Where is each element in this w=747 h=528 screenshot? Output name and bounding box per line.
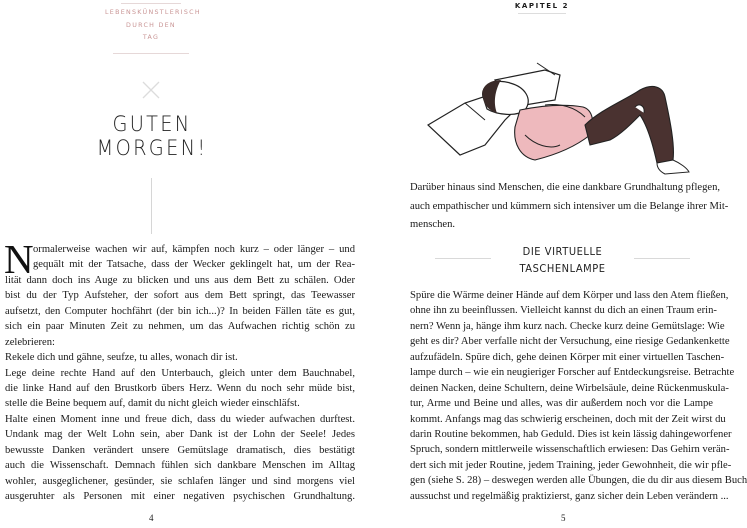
text-line: Lege deine rechte Hand auf den Unterbauch, gleich unter dem Bauchnabel,: [5, 367, 355, 379]
text-line: lität dann doch ins Auge zu blicken und uns aus dem Bett zu schälen. Oder: [5, 274, 355, 286]
divider: [518, 13, 566, 14]
vertical-divider: [151, 178, 152, 234]
running-head-line: LEBENSKÜNSTLERISCH: [105, 9, 201, 16]
text-line: dert sich mit jeder Routine, jedem Training, jeder Gewohnheit, die wir pfle-: [410, 459, 732, 471]
text-line: ausgeruhter als Personen mit einer negativen psychischen Grundhaltung.: [5, 491, 355, 502]
text-line: deinen Nacken, deine Schultern, deine Wirbelsäule, deine Rückenmuskula-: [410, 382, 729, 394]
text-line: tur, Arme und Beine und alles, was dir außerdem noch vor die Lampe: [410, 398, 713, 410]
text-line: Spruch, sondern mittlerweile wissenschaftlich erwiesen: Das Gehirn verän-: [410, 444, 730, 456]
text-line: Rekele dich und gähne, seufze, tu alles, wonach dir ist.: [5, 352, 238, 364]
text-line: aufsetzt, den Computer hochfährt (der bin ich...)? In beiden Fällen täte es gut,: [5, 305, 355, 317]
person-lying-illustration: [425, 35, 700, 175]
text-line: auch die Wissenschaft. Demnach fühlen sich dankbare Menschen im Alltag: [5, 460, 355, 472]
text-line: gequält mit der Tatsache, dass der Wecker geklingelt hat, um der Rea-: [33, 259, 355, 271]
page-number-right: 5: [561, 513, 566, 523]
text-line: sich ein paar Minuten Zeit zu nehmen, um das Aufwachen richtig schön zu: [5, 321, 355, 333]
text-line: darin Routine bekommen, hab Geduld. Dies ist kein lässig dahingeworfener: [410, 428, 732, 440]
text-line: lampe durch – wie ein neugieriger Forscher auf Entdeckungsreise. Betrachte: [410, 367, 735, 379]
text-line: nern? Wenn ja, hänge ihm kurz nach. Checke kurz deine Gemütslage: Wie: [410, 320, 725, 332]
text-line: menschen.: [410, 219, 456, 230]
text-line: zelebrieren:: [5, 336, 55, 348]
text-line: ohne ihn zu beeinflussen. Vielleicht kannst du dich an einen Traum erin-: [410, 305, 717, 317]
text-line: bist du der Typ Aufsteher, der sofort aus dem Bett springt, das Teewasser: [5, 290, 355, 302]
section-heading-line: TASCHENLAMPE: [519, 262, 606, 275]
text-line: ormalerweise wachen wir auf, kämpfen noch kurz – oder länger – und: [33, 244, 355, 255]
cross-ornament-icon: [141, 80, 161, 100]
heading-rule-left: [435, 258, 491, 259]
text-line: Halte einen Moment inne und freue dich, dass du wieder aufwachen durftest.: [5, 413, 355, 425]
drop-cap: N: [4, 236, 34, 282]
text-line: Spüre die Wärme deiner Hände auf dem Körper und lass den Atem fließen,: [410, 290, 729, 301]
running-head-line: TAG: [142, 34, 160, 41]
running-head-line: DURCH DEN: [126, 21, 176, 29]
title-line: GUTEN: [112, 112, 192, 136]
divider: [121, 3, 181, 4]
text-line: aussuchst und regelmäßig praktizierst, ganz sicher dein Leben verändern ...: [410, 490, 729, 502]
text-line: auch empathischer und kümmern sich intensiver um die Belange ihrer Mit-: [410, 200, 729, 212]
text-line: wohler, ausgeglichener, gesünder, sie schlafen länger und sind morgens viel: [5, 475, 355, 487]
text-line: die linke Hand auf den Brustkorb übers Herz. Wenn du noch sehr müde bist,: [5, 382, 355, 394]
running-head: [105, 0, 201, 54]
page-number-left: 4: [149, 513, 154, 523]
text-line: stelle die Beine bequem auf, damit du nicht gleich wieder einschläfst.: [5, 398, 300, 410]
text-line: geht es dir? Aber verfalle nicht der Versuchung, eine riesige Gedankenkette: [410, 336, 730, 348]
section-heading-line: DIE VIRTUELLE: [522, 245, 603, 258]
right-body-text: [410, 288, 747, 504]
text-line: aufzufädeln. Spüre dich, gehe deinen Körper mit einer virtuellen Taschen-: [410, 351, 725, 363]
chapter-title: [95, 112, 209, 160]
heading-rule-right: [634, 258, 690, 259]
right-intro-text: [410, 179, 729, 235]
section-heading: [497, 243, 628, 277]
divider: [113, 53, 189, 54]
text-line: Undank mag der Welt Lohn sein, aber Dank ist der Lohn der Seele! Jedes: [5, 429, 355, 441]
text-line: gen (siehe S. 28) – deswegen werden alle Übungen, die du dir aus diesem Buch: [410, 475, 747, 487]
chapter-label: [500, 0, 584, 14]
left-body-text: [4, 236, 355, 504]
title-line: MORGEN!: [96, 136, 208, 160]
text-line: Darüber hinaus sind Menschen, die eine dankbare Grundhaltung pflegen,: [410, 182, 721, 193]
text-line: kommt. Anfangs mag das schwierig erscheinen, doch mit der Zeit wirst du: [410, 413, 726, 425]
text-line: bewusste Danken verändert unsere Gemütslage dramatisch, dies bestätigt: [5, 444, 355, 456]
chapter-label-text: KAPITEL 2: [514, 2, 570, 10]
